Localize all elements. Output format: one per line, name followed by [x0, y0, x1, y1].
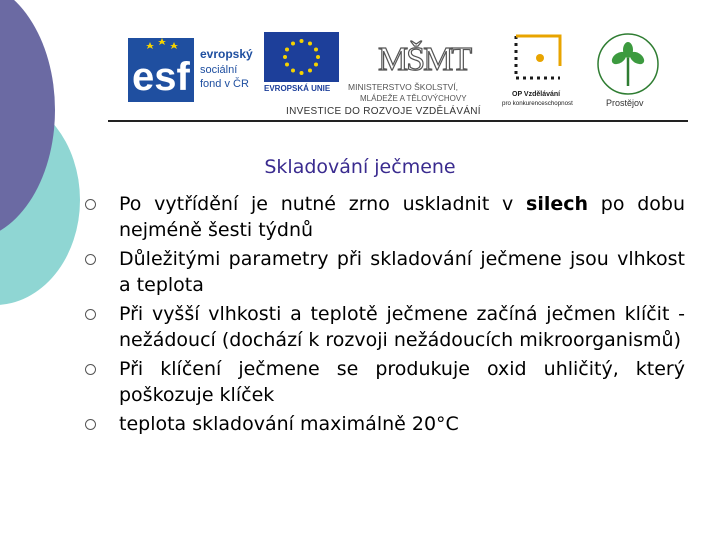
- svg-text:pro konkurenceschopnost: pro konkurenceschopnost: [502, 100, 573, 107]
- bullet-item: Důležitými parametry při skladování ječmene jsou vlhkost a teplota: [85, 246, 685, 298]
- bullet-ring-icon: [85, 419, 96, 430]
- svg-text:Prostějov: Prostějov: [606, 98, 644, 108]
- esf-logo: [128, 32, 256, 108]
- svg-text:evropský: evropský: [200, 47, 253, 61]
- bullet-item: Při klíčení ječmene se produkuje oxid uhličitý, který poškozuje klíček: [85, 356, 685, 408]
- school-logo: [592, 28, 664, 110]
- svg-text:fond v ČR: fond v ČR: [200, 78, 249, 90]
- svg-text:EVROPSKÁ UNIE: EVROPSKÁ UNIE: [264, 84, 331, 92]
- logo-strip: [108, 18, 698, 120]
- svg-text:MŠMT: MŠMT: [378, 41, 471, 78]
- bullet-ring-icon: [85, 364, 96, 375]
- eu-flag-logo: [264, 32, 339, 92]
- bullet-ring-icon: [85, 254, 96, 265]
- header-divider: [108, 120, 688, 122]
- svg-text:OP Vzdělávání: OP Vzdělávání: [512, 91, 561, 98]
- op-vzdelavani-logo: [500, 30, 578, 110]
- slide-title: Skladování ječmene: [264, 156, 456, 178]
- msmt-logo: [346, 30, 486, 110]
- bullet-list: [85, 191, 685, 440]
- bullet-ring-icon: [85, 199, 96, 210]
- bullet-ring-icon: [85, 309, 96, 320]
- investice-tagline: INVESTICE DO ROZVOJE VZDĚLÁVÁNÍ: [286, 106, 481, 117]
- bullet-item: teplota skladování maximálně 20°C: [85, 411, 685, 437]
- svg-text:sociální: sociální: [200, 64, 238, 76]
- emphasis-text: silech: [526, 193, 589, 215]
- svg-text:MLÁDEŽE A TĚLOVÝCHOVY: MLÁDEŽE A TĚLOVÝCHOVY: [360, 94, 467, 103]
- svg-text:MINISTERSTVO ŠKOLSTVÍ,: MINISTERSTVO ŠKOLSTVÍ,: [348, 82, 459, 92]
- svg-text:esf: esf: [132, 55, 190, 99]
- bullet-item: Po vytřídění je nutné zrno uskladnit v silech po dobu nejméně šesti týdnů: [85, 191, 685, 243]
- bullet-item: Při vyšší vlhkosti a teplotě ječmene začíná ječmen klíčit - nežádoucí (dochází k rozvoji nežádoucích mikroorganismů): [85, 301, 685, 353]
